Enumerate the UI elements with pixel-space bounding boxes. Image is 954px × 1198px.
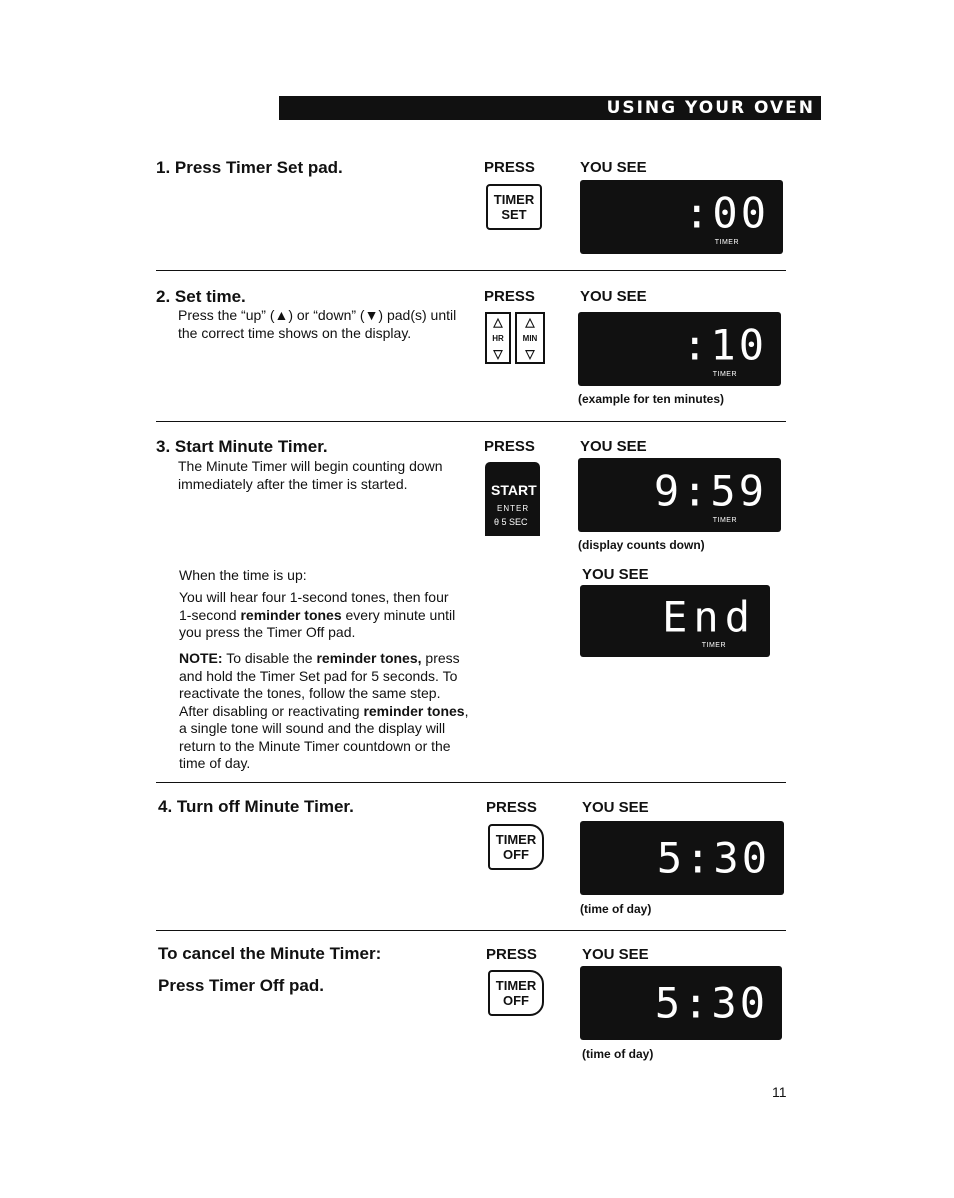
page-number: 11 [772,1084,787,1100]
text: You will hear four 1-second tones, then four 1-second [179,589,449,623]
start-pad[interactable] [485,462,540,536]
hr-label: HR [492,333,504,343]
hr-min-pads [485,312,545,364]
five-sec-label: θ 5 SEC [494,517,528,527]
display-screen [580,821,784,895]
display-screen [578,458,781,532]
pad-label: OFF [503,993,529,1008]
display-tag: TIMER [701,642,726,649]
step3-title: 3. Start Minute Timer. [156,437,328,456]
note-para [179,650,469,773]
you-see-label: YOU SEE [580,288,647,305]
display-caption: (time of day) [580,902,652,916]
text: To disable the [222,650,317,666]
start-label: START [491,482,537,498]
time-up-intro: When the time is up: [179,567,307,583]
step1-title: 1. Press Timer Set pad. [156,158,343,177]
text: press and hold the Timer Set pad for 5 seconds. To reactivate the tones, follow the same step. After disabling or reactivating [179,650,460,719]
you-see-label: YOU SEE [582,946,649,963]
pad-label: TIMER [493,192,535,207]
cancel-title: To cancel the Minute Timer: [158,944,382,963]
up-arrow-icon: △ [525,315,535,329]
display-screen [578,312,781,386]
pad-label: TIMER [495,978,537,993]
hr-pad[interactable] [485,312,511,364]
step4-title: 4. Turn off Minute Timer. [158,797,354,816]
display-digits: 5:30 [656,833,770,883]
display-digits: :00 [684,188,769,238]
pad-label: SET [501,207,527,222]
press-label: PRESS [486,799,537,816]
press-label: PRESS [484,159,535,176]
timer-off-pad[interactable] [488,970,544,1016]
display-caption: (time of day) [582,1047,654,1061]
you-see-label: YOU SEE [582,566,649,583]
text: every minute until you press the Timer Off pad. [179,606,456,640]
divider [156,930,786,931]
step3-body: The Minute Timer will begin counting down immediately after the timer is started. [178,458,443,492]
section-banner [279,96,821,120]
timer-off-pad[interactable] [488,824,544,870]
display-digits: End [662,592,756,642]
display-caption: (display counts down) [578,538,705,552]
cancel-subtitle: Press Timer Off pad. [158,976,324,995]
display-digits: :10 [682,320,767,370]
note-label: NOTE: [179,650,223,666]
timer-set-pad[interactable] [486,184,542,230]
display-tag: TIMER [712,517,737,524]
display-screen [580,966,782,1040]
time-up-para [179,589,464,642]
up-arrow-icon: △ [493,315,503,329]
bold-text: reminder tones, [316,650,422,666]
banner-text: USING YOUR OVEN [606,98,815,118]
enter-label: ENTER [497,504,530,513]
you-see-label: YOU SEE [580,159,647,176]
down-arrow-icon: ▽ [525,347,535,361]
display-screen [580,585,770,657]
down-arrow-icon: ▽ [493,347,503,361]
divider [156,270,786,271]
min-label: MIN [522,333,538,343]
divider [156,421,786,422]
step2-title: 2. Set time. [156,287,246,306]
display-screen [580,180,783,254]
display-caption: (example for ten minutes) [578,392,725,406]
bold-text: reminder tones [240,606,342,623]
text: , a single tone will sound and the display will return to the Minute Timer countdown or the time of day. [179,702,469,771]
press-label: PRESS [486,946,537,963]
press-label: PRESS [484,288,535,305]
display-tag: TIMER [714,239,739,246]
press-label: PRESS [484,438,535,455]
step2-body: Press the “up” (▲) or “down” (▼) pad(s) until the correct time shows on the display. [178,307,457,341]
divider [156,782,786,783]
you-see-label: YOU SEE [582,799,649,816]
display-digits: 9:59 [653,466,767,516]
min-pad[interactable] [515,312,545,364]
display-tag: TIMER [712,371,737,378]
you-see-label: YOU SEE [580,438,647,455]
pad-label: OFF [503,847,529,862]
display-digits: 5:30 [654,978,768,1028]
pad-label: TIMER [495,832,537,847]
bold-text: reminder tones [363,702,465,719]
